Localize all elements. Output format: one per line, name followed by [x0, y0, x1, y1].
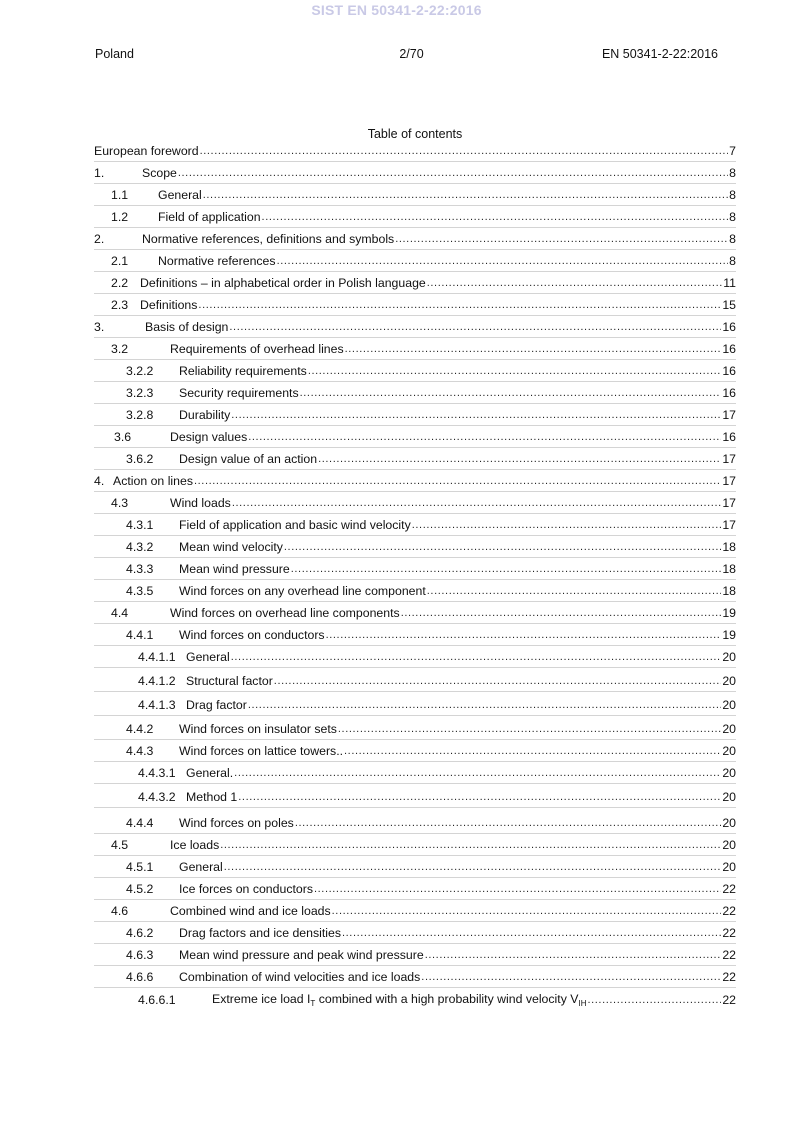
toc-entry-number: 3. [94, 320, 105, 334]
toc-entry-page: 16 [722, 430, 736, 444]
toc-entry-number: 4.3.3 [126, 562, 154, 576]
toc-entry-page: 8 [729, 254, 736, 268]
toc-entry-label: Mean wind pressure and peak wind pressure [179, 948, 424, 962]
dot-leader [277, 254, 729, 268]
toc-entry[interactable] [94, 625, 736, 646]
toc-entry[interactable] [94, 741, 736, 762]
toc-entry-page: 17 [722, 452, 736, 466]
toc-entry-number: 2.2 [111, 276, 129, 290]
toc-entry-label: General. [186, 766, 234, 780]
dot-leader [198, 298, 721, 312]
toc-entry-page: 20 [722, 698, 736, 712]
toc-entry-page: 15 [722, 298, 736, 312]
toc-entry-number: 3.6 [114, 430, 132, 444]
toc-entry-label: Structural factor [186, 674, 273, 688]
toc-entry-number: 4.5.1 [126, 860, 154, 874]
toc-entry[interactable] [94, 515, 736, 536]
toc-entry[interactable] [94, 923, 736, 944]
toc-entry-number: 4.4.3 [126, 744, 154, 758]
toc-entry-page: 8 [729, 188, 736, 202]
toc-entry[interactable] [94, 273, 736, 294]
header-standard-id: EN 50341-2-22:2016 [601, 47, 718, 61]
toc-entry-label: Field of application [158, 210, 261, 224]
toc-entry[interactable] [94, 559, 736, 580]
dot-leader [344, 744, 721, 758]
dot-leader [234, 766, 721, 780]
dot-leader [238, 790, 721, 804]
toc-entry[interactable] [94, 207, 736, 228]
toc-entry-page: 8 [729, 210, 736, 224]
toc-entry-label: Wind forces on lattice towers.. [179, 744, 344, 758]
subscript-text: IH [578, 999, 587, 1008]
toc-entry-number: 4.5.2 [126, 882, 154, 896]
toc-entry-number: 3.2.3 [126, 386, 154, 400]
toc-entry-label: Method 1 [186, 790, 238, 804]
dot-leader [342, 926, 721, 940]
toc-entry-label: Security requirements [179, 386, 299, 400]
toc-entry-number: 4.5 [111, 838, 129, 852]
toc-entry-page: 18 [722, 562, 736, 576]
toc-entry[interactable] [94, 317, 736, 338]
toc-entry[interactable] [94, 603, 736, 624]
toc-entry[interactable] [94, 185, 736, 206]
toc-entry[interactable] [94, 647, 736, 668]
toc-entry-label: Wind forces on conductors [179, 628, 325, 642]
toc-entry-page: 20 [722, 650, 736, 664]
toc-entry[interactable] [94, 879, 736, 900]
toc-entry[interactable] [94, 763, 736, 784]
toc-entry-number: 3.6.2 [126, 452, 154, 466]
dot-leader [314, 882, 721, 896]
toc-entry-label: European foreword [94, 144, 199, 158]
toc-entry-number: 4.4.1.1 [138, 650, 176, 664]
toc-entry[interactable] [94, 537, 736, 558]
toc-entry-number: 4.6.6 [126, 970, 154, 984]
label-text: Extreme ice load I [212, 992, 311, 1006]
toc-entry-number: 3.2.8 [126, 408, 154, 422]
dot-leader [332, 904, 722, 918]
toc-entry-number: 4.3.2 [126, 540, 154, 554]
dot-leader [248, 698, 721, 712]
toc-entry-label: Wind forces on insulator sets [179, 722, 337, 736]
toc-entry-number: 1. [94, 166, 105, 180]
toc-entry-page: 18 [722, 540, 736, 554]
dot-leader [231, 408, 721, 422]
dot-leader [425, 948, 722, 962]
subscript-text: T [310, 999, 316, 1008]
toc-entry-label: General [158, 188, 202, 202]
toc-entry-page: 8 [729, 232, 736, 246]
dot-leader [295, 816, 721, 830]
toc-entry-number: 4.4.1.3 [138, 698, 176, 712]
toc-entry-page: 20 [722, 838, 736, 852]
toc-entry[interactable] [94, 857, 736, 878]
toc-entry-label: Normative references, definitions and symbols [142, 232, 395, 246]
dot-leader [262, 210, 729, 224]
toc-entry-page: 20 [722, 674, 736, 688]
toc-entry[interactable] [94, 295, 736, 316]
dot-leader [401, 606, 722, 620]
toc-entry-page: 19 [722, 606, 736, 620]
toc-entry-label: Drag factor [186, 698, 247, 712]
toc-entry[interactable] [94, 471, 736, 492]
toc-entry-label: General [179, 860, 223, 874]
toc-entry-page: 17 [722, 474, 736, 488]
toc-entry-number: 4.4.3.2 [138, 790, 176, 804]
toc-entry-number: 4.4.1 [126, 628, 154, 642]
toc-entry-number: 4.4.1.2 [138, 674, 176, 688]
toc-entry-number: 1.1 [111, 188, 129, 202]
toc-entry-number: 4.4.3.1 [138, 766, 176, 780]
toc-entry-label: Ice loads [170, 838, 220, 852]
dot-leader [220, 838, 721, 852]
toc-entry-page: 22 [722, 948, 736, 962]
toc-entry-page: 7 [729, 144, 736, 158]
toc-entry-number: 3.2 [111, 342, 129, 356]
header-country: Poland [95, 47, 134, 61]
toc-entry[interactable] [94, 163, 736, 184]
toc-entry-label: Field of application and basic wind velocity [179, 518, 411, 532]
toc-entry[interactable] [94, 361, 736, 382]
toc-entry[interactable] [94, 251, 736, 272]
dot-leader [427, 584, 722, 598]
toc-entry[interactable] [94, 229, 736, 250]
dot-leader [326, 628, 722, 642]
header-page-number: 2/70 [399, 47, 424, 61]
dot-leader [345, 342, 722, 356]
toc-entry-label: Drag factors and ice densities [179, 926, 341, 940]
toc-entry-page: 20 [722, 744, 736, 758]
toc-entry-page: 16 [722, 364, 736, 378]
toc-entry[interactable] [94, 695, 736, 716]
toc-entry-page: 16 [722, 320, 736, 334]
toc-entry-page: 19 [722, 628, 736, 642]
toc-entry-label: Durability [179, 408, 231, 422]
toc-entry-label: Requirements of overhead lines [170, 342, 344, 356]
toc-entry-number: 4.4 [111, 606, 129, 620]
toc-entry-label: Wind forces on any overhead line component [179, 584, 426, 598]
toc-entry-label: Combined wind and ice loads [170, 904, 331, 918]
watermark: SIST EN 50341-2-22:2016 [311, 2, 482, 18]
dot-leader [308, 364, 722, 378]
dot-leader [395, 232, 728, 246]
toc-entry-page: 11 [723, 276, 736, 290]
toc-entry-page: 18 [722, 584, 736, 598]
dot-leader [203, 188, 728, 202]
dot-leader [231, 650, 722, 664]
toc-entry-page: 22 [722, 882, 736, 896]
toc-entry[interactable] [94, 990, 736, 1010]
toc-entry-label [212, 992, 586, 1008]
toc-entry-page: 17 [722, 496, 736, 510]
toc-title: Table of contents [367, 127, 463, 141]
toc-entry-number: 4.3.1 [126, 518, 154, 532]
toc-entry-label: Definitions [140, 298, 198, 312]
toc-entry-label: Basis of design [145, 320, 229, 334]
toc-entry[interactable] [94, 427, 736, 448]
toc-entry-label: Wind forces on overhead line components [170, 606, 400, 620]
toc-entry-label: Definitions – in alphabetical order in Polish language [140, 276, 426, 290]
dot-leader [224, 860, 722, 874]
toc-entry[interactable] [94, 901, 736, 922]
toc-entry-number: 3.2.2 [126, 364, 154, 378]
toc-entry-page: 16 [722, 342, 736, 356]
toc-entry-number: 2.1 [111, 254, 129, 268]
toc-entry[interactable] [94, 719, 736, 740]
toc-entry[interactable] [94, 671, 736, 692]
toc-entry-number: 4.6.2 [126, 926, 154, 940]
toc-entry[interactable] [94, 493, 736, 514]
dot-leader [300, 386, 722, 400]
toc-entry-page: 22 [722, 993, 736, 1007]
toc-entry-page: 22 [722, 904, 736, 918]
dot-leader [178, 166, 728, 180]
toc-entry[interactable] [94, 581, 736, 602]
toc-entry-number: 4. [94, 474, 105, 488]
toc-entry-page: 20 [722, 790, 736, 804]
dot-leader [194, 474, 721, 488]
toc-entry-number: 4.4.4 [126, 816, 154, 830]
toc-entry-label: Design value of an action [179, 452, 318, 466]
toc-entry[interactable] [94, 449, 736, 470]
dot-leader [200, 144, 729, 158]
toc-entry-label: Wind forces on poles [179, 816, 294, 830]
toc-entry[interactable] [94, 945, 736, 966]
toc-entry-label: Ice forces on conductors [179, 882, 313, 896]
toc-entry[interactable] [94, 405, 736, 426]
toc-entry[interactable] [94, 339, 736, 360]
dot-leader [587, 993, 721, 1007]
toc-entry-page: 17 [722, 408, 736, 422]
toc-entry-label: Design values [170, 430, 248, 444]
dot-leader [229, 320, 721, 334]
toc-entry[interactable] [94, 835, 736, 856]
label-text: combined with a high probability wind velocity V [315, 992, 579, 1006]
toc-entry-label: Reliability requirements [179, 364, 307, 378]
toc-entry[interactable] [94, 787, 736, 808]
toc-entry-page: 17 [722, 518, 736, 532]
toc-entry-number: 4.6.3 [126, 948, 154, 962]
toc-entry-page: 20 [722, 816, 736, 830]
toc-entry-page: 20 [722, 722, 736, 736]
toc-entry-number: 4.3 [111, 496, 129, 510]
dot-leader [291, 562, 722, 576]
dot-leader [248, 430, 721, 444]
toc-entry-number: 4.6.6.1 [138, 993, 176, 1007]
dot-leader [427, 276, 722, 290]
dot-leader [284, 540, 721, 554]
dot-leader [338, 722, 721, 736]
dot-leader [318, 452, 721, 466]
toc-entry-number: 4.4.2 [126, 722, 154, 736]
dot-leader [421, 970, 721, 984]
toc-entry-label: Mean wind pressure [179, 562, 290, 576]
toc-entry[interactable] [94, 141, 736, 162]
toc-entry-number: 1.2 [111, 210, 129, 224]
toc-entry-label: General [186, 650, 230, 664]
toc-entry-number: 4.3.5 [126, 584, 154, 598]
toc-entry-label: Normative references [158, 254, 276, 268]
toc-entry-page: 22 [722, 926, 736, 940]
toc-entry-number: 2. [94, 232, 105, 246]
toc-entry-label: Action on lines [113, 474, 193, 488]
toc-entry-number: 2.3 [111, 298, 129, 312]
toc-entry-page: 20 [722, 766, 736, 780]
toc-entry-page: 20 [722, 860, 736, 874]
toc-entry[interactable] [94, 383, 736, 404]
dot-leader [412, 518, 722, 532]
toc-entry-label: Combination of wind velocities and ice loads [179, 970, 421, 984]
toc-entry-page: 16 [722, 386, 736, 400]
toc-entry[interactable] [94, 967, 736, 988]
dot-leader [274, 674, 722, 688]
toc-entry[interactable] [94, 813, 736, 834]
toc-entry-label: Scope [142, 166, 177, 180]
toc-entry-label: Mean wind velocity [179, 540, 283, 554]
toc-entry-label: Wind loads [170, 496, 231, 510]
toc-entry-page: 8 [729, 166, 736, 180]
dot-leader [232, 496, 721, 510]
toc-entry-page: 22 [722, 970, 736, 984]
toc-entry-number: 4.6 [111, 904, 129, 918]
